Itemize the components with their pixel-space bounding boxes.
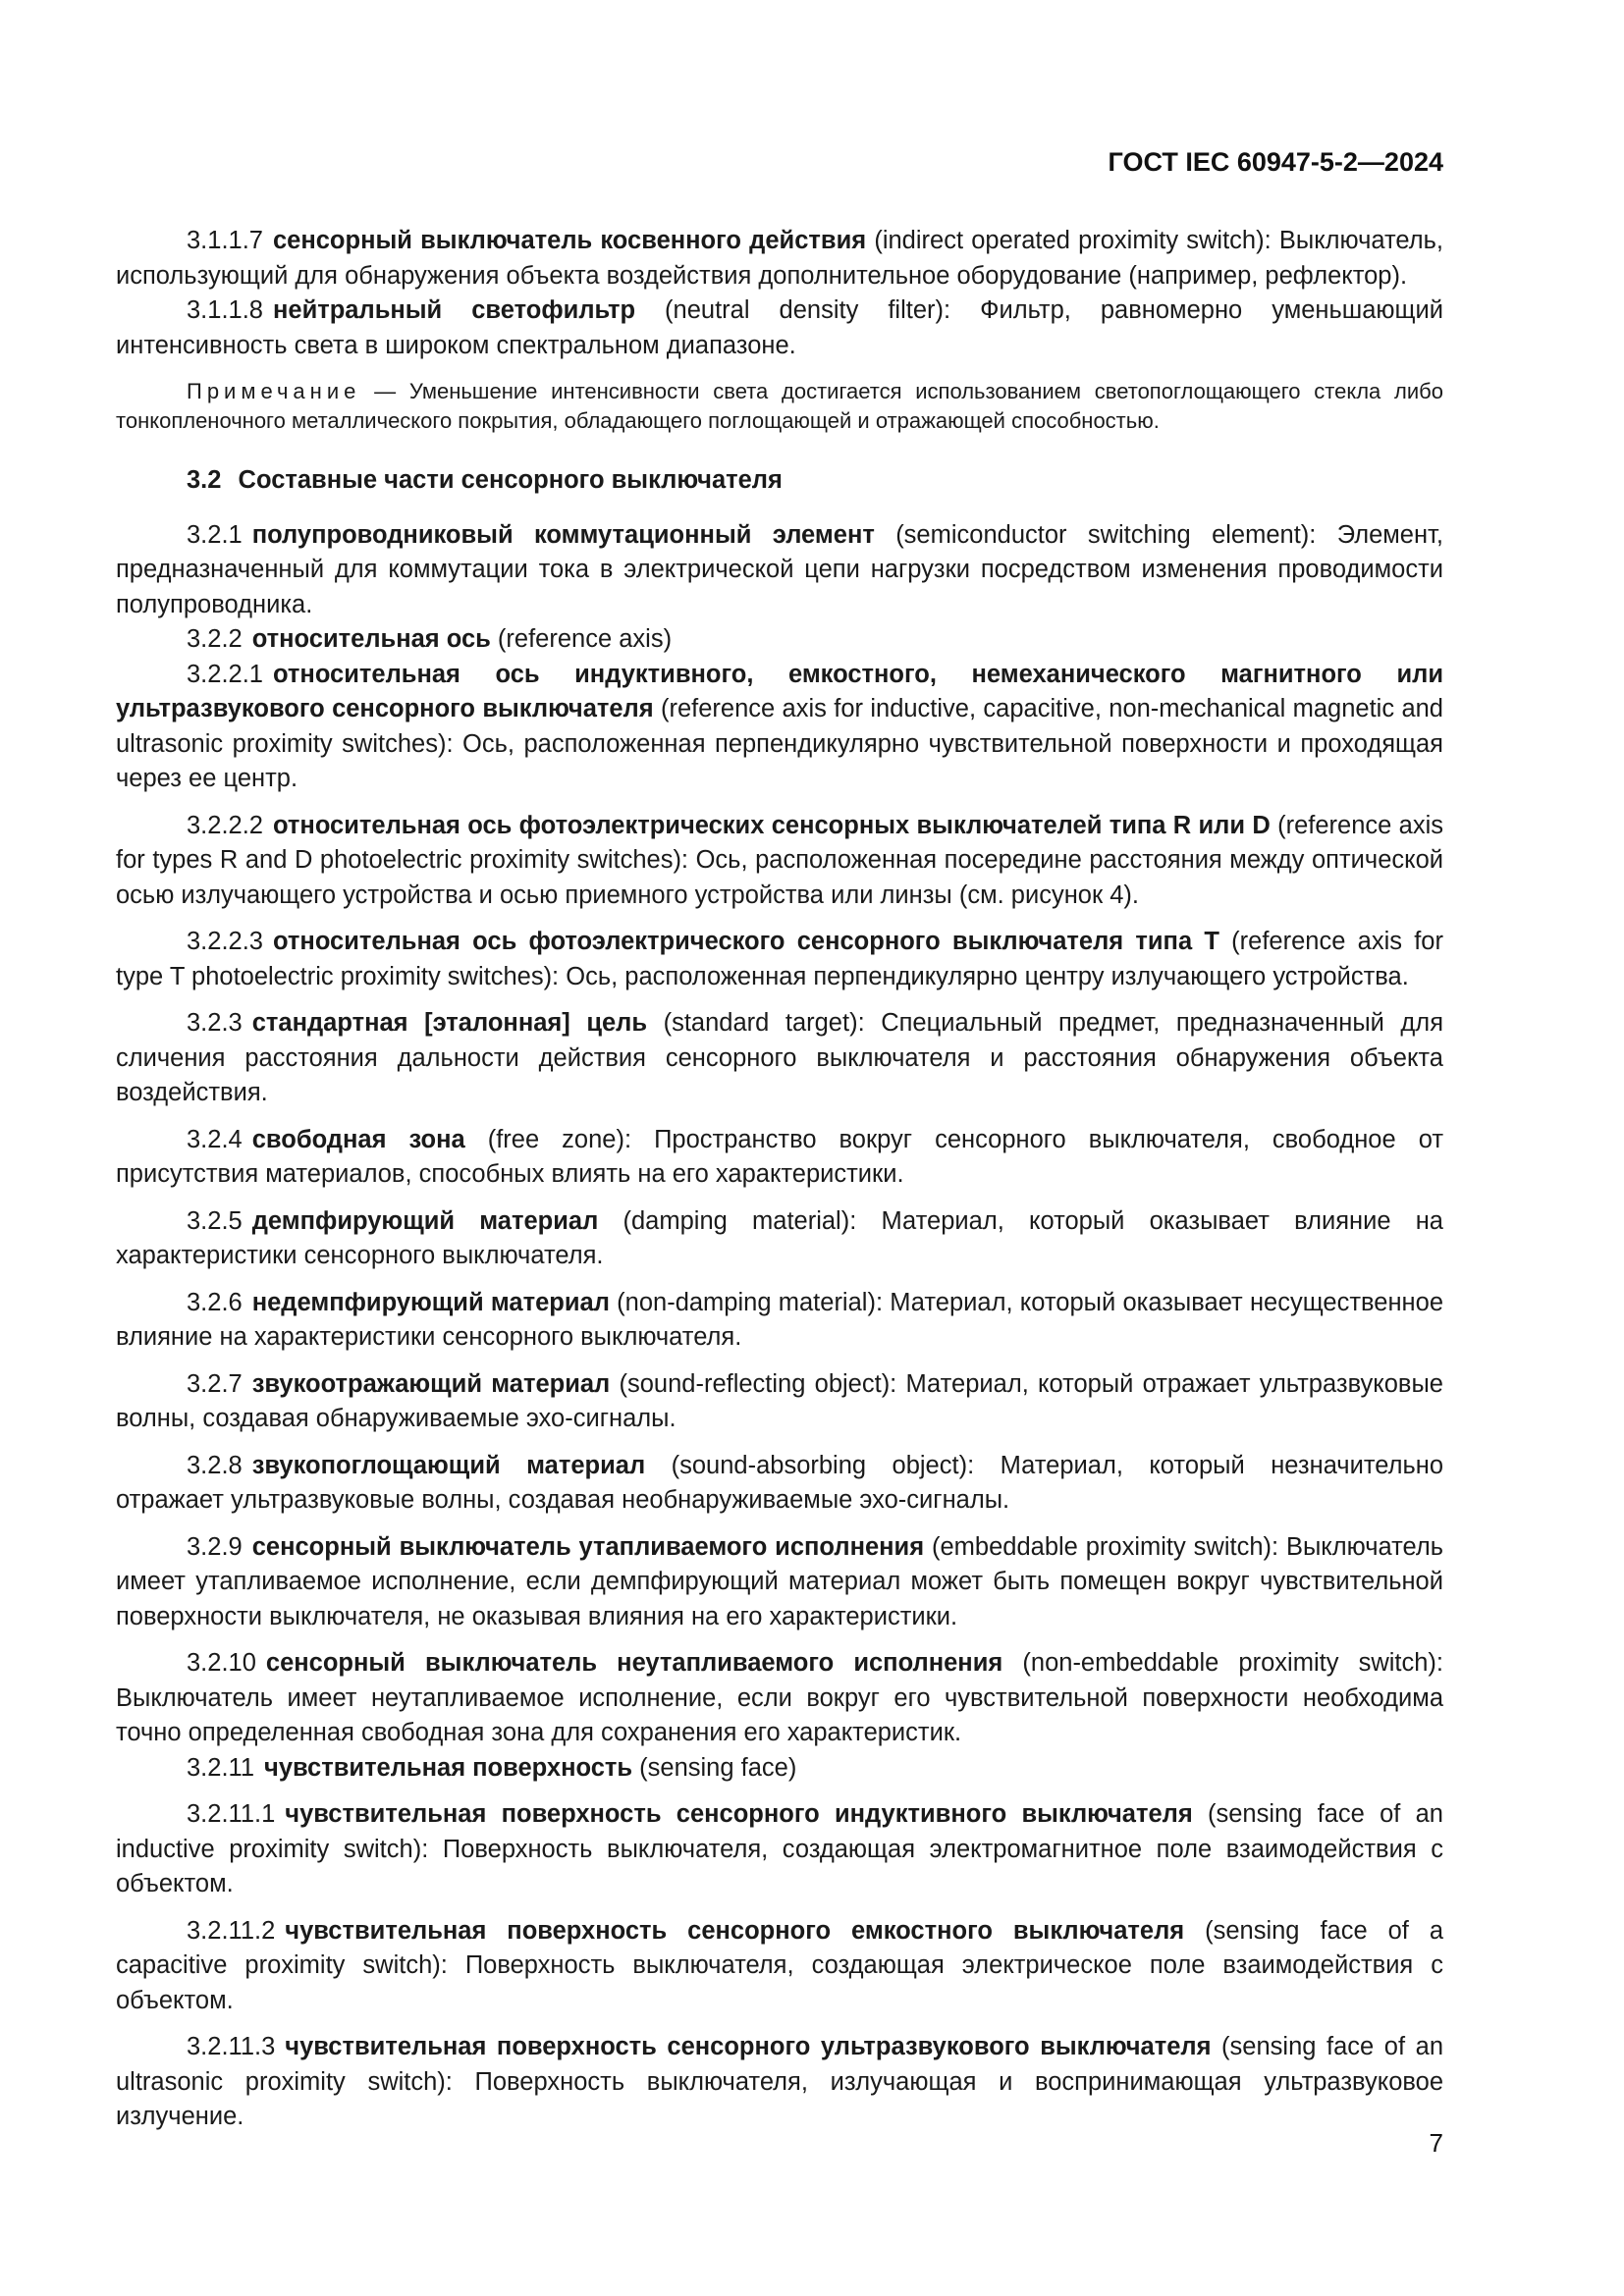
definition-number: 3.2.5 xyxy=(187,1206,243,1235)
definition-text: (reference axis for type T photoelectric proximity switches): Ось, расположенная перпендикулярно центру излучающего устройства. xyxy=(116,928,1443,990)
definition-entry xyxy=(116,1204,1443,1274)
definition-entry xyxy=(116,294,1443,363)
definition-number: 3.2.4 xyxy=(187,1125,243,1153)
definition-number: 3.2.2.3 xyxy=(187,928,263,955)
definition-term: сенсорный выключатель косвенного действия xyxy=(272,227,867,254)
page-number: 7 xyxy=(1429,2128,1443,2158)
definition-term: сенсорный выключатель утапливаемого исполнения xyxy=(251,1532,925,1561)
definition-entry xyxy=(116,2030,1443,2135)
definition-number: 3.2.2.2 xyxy=(187,811,263,839)
definition-entry xyxy=(116,224,1443,294)
definition-text: (sound-absorbing object): Материал, который незначительно отражает ультразвуковые волны, создавая необнаруживаемые эхо-сигналы. xyxy=(116,1451,1443,1514)
definition-text: (damping material): Материал, который оказывает влияние на характеристики сенсорного выключателя. xyxy=(116,1206,1443,1269)
definition-term: чувствительная поверхность сенсорного ультразвукового выключателя xyxy=(285,2033,1212,2060)
definition-entry xyxy=(116,1914,1443,2019)
definition-number: 3.1.1.7 xyxy=(187,227,263,254)
definition-text: (standard target): Специальный предмет, предназначенный для сличения расстояния дальности действия сенсорного выключателя и расстояния обнаружения объекта воздействия. xyxy=(116,1009,1443,1106)
definition-text: (sound-reflecting object): Материал, который отражает ультразвуковые волны, создавая обнаруживаемые эхо-сигналы. xyxy=(116,1369,1443,1432)
definition-entry xyxy=(116,1646,1443,1751)
definition-entry xyxy=(116,1367,1443,1437)
definition-entry xyxy=(116,1449,1443,1519)
note xyxy=(116,377,1443,436)
definition-term: недемпфирующий материал xyxy=(251,1288,610,1316)
definition-entry xyxy=(116,1530,1443,1635)
section-number: 3.2 xyxy=(187,466,222,494)
definition-entry xyxy=(116,1123,1443,1193)
section-title: Составные части сенсорного выключателя xyxy=(238,466,783,494)
definition-term: относительная ось индуктивного, емкостного, немеханического магнитного или ультразвукового сенсорного выключателя xyxy=(116,660,1443,722)
document-body xyxy=(116,224,1443,2135)
definition-text: (neutral density filter): Фильтр, равномерно уменьшающий интенсивность света в широком спектральном диапазоне. xyxy=(116,296,1444,359)
note-label: Примечание xyxy=(187,379,361,403)
definition-text: (sensing face of an inductive proximity switch): Поверхность выключателя, создающая электромагнитное поле взаимодействия с объектом. xyxy=(116,1800,1443,1897)
definition-term: нейтральный светофильтр xyxy=(272,296,636,324)
definition-text: (sensing face of a capacitive proximity switch): Поверхность выключателя, создающая электрическое поле взаимодействия с объектом. xyxy=(116,1916,1443,2014)
definition-term: чувствительная поверхность xyxy=(264,1753,633,1782)
definition-number: 3.2.8 xyxy=(187,1451,243,1479)
definition-entry xyxy=(116,925,1443,994)
definition-term: звукопоглощающий материал xyxy=(251,1451,646,1479)
note-text: — Уменьшение интенсивности света достигается использованием светопоглощающего стекла либо тонкопленочного металлического покрытия, обладающего поглощающей и отражающей способностью. xyxy=(116,379,1443,433)
definition-term: свободная зона xyxy=(251,1125,465,1153)
definition-text: (reference axis) xyxy=(490,625,673,653)
definition-number: 3.2.7 xyxy=(187,1369,243,1398)
definition-text: (semiconductor switching element): Элемент, предназначенный для коммутации тока в электрической цепи нагрузки посредством изменения проводимости полупроводника. xyxy=(116,520,1443,618)
definition-number: 3.2.6 xyxy=(187,1288,243,1316)
definition-term: относительная ось фотоэлектрического сенсорного выключателя типа T xyxy=(272,928,1219,955)
definition-text: (non-damping material): Материал, который оказывает несущественное влияние на характеристики сенсорного выключателя. xyxy=(116,1288,1443,1351)
definition-text: (indirect operated proximity switch): Выключатель, использующий для обнаружения объекта воздействия дополнительное оборудование (например, рефлектор). xyxy=(116,227,1443,290)
definition-term: чувствительная поверхность сенсорного емкостного выключателя xyxy=(285,1916,1185,1945)
definition-text: (sensing face of an ultrasonic proximity switch): Поверхность выключателя, излучающая и воспринимающая ультразвуковое излучение. xyxy=(116,2033,1443,2130)
definition-number: 3.1.1.8 xyxy=(187,296,263,324)
definition-entry xyxy=(116,622,1443,658)
definition-number: 3.2.11.1 xyxy=(187,1800,276,1828)
definition-entry xyxy=(116,1751,1443,1787)
definition-term: относительная ось xyxy=(251,625,491,653)
definition-term: чувствительная поверхность сенсорного индуктивного выключателя xyxy=(285,1800,1193,1828)
definition-entry xyxy=(116,1286,1443,1356)
definition-number: 3.2.11 xyxy=(187,1753,255,1782)
top-entries xyxy=(116,224,1443,363)
definition-term: относительная ось фотоэлектрических сенсорных выключателей типа R или D xyxy=(272,811,1271,839)
definition-number: 3.2.11.2 xyxy=(187,1916,276,1945)
section-heading xyxy=(116,463,1443,499)
definition-term: полупроводниковый коммутационный элемент xyxy=(251,520,875,549)
definition-text: (free zone): Пространство вокруг сенсорного выключателя, свободное от присутствия материалов, способных влиять на его характеристики. xyxy=(116,1125,1443,1188)
definition-entry xyxy=(116,518,1443,623)
definition-entry xyxy=(116,809,1443,914)
definition-text: (sensing face) xyxy=(632,1753,797,1782)
definition-number: 3.2.2 xyxy=(187,625,243,653)
definition-entry xyxy=(116,1797,1443,1902)
definition-term: стандартная [эталонная] цель xyxy=(251,1009,648,1037)
document-header: ГОСТ IEC 60947-5-2—2024 xyxy=(1108,147,1443,177)
definition-entry xyxy=(116,1006,1443,1111)
definition-text: (non-embeddable proximity switch): Выключатель имеет неутапливаемое исполнение, если вокруг его чувствительной поверхности необходима точно определенная свободная зона для сохранения его характеристик. xyxy=(116,1649,1443,1746)
definition-term: звукоотражающий материал xyxy=(251,1369,611,1398)
definition-number: 3.2.2.1 xyxy=(187,660,263,688)
definition-number: 3.2.11.3 xyxy=(187,2033,276,2060)
definition-text: (reference axis for inductive, capacitive, non-mechanical magnetic and ultrasonic proximity switches): Ось, расположенная перпендикулярно чувствительной поверхности и проходящая через ее центр. xyxy=(116,695,1443,792)
definition-entry xyxy=(116,658,1443,797)
definitions-list xyxy=(116,518,1443,2135)
definition-term: демпфирующий материал xyxy=(251,1206,599,1235)
definition-number: 3.2.9 xyxy=(187,1532,243,1561)
definition-number: 3.2.1 xyxy=(187,520,243,549)
definition-term: сенсорный выключатель неутапливаемого исполнения xyxy=(265,1649,1003,1677)
definition-text: (embeddable proximity switch): Выключатель имеет утапливаемое исполнение, если демпфирующий материал может быть помещен вокруг чувствительной поверхности выключателя, не оказывая влияния на его характеристики. xyxy=(116,1532,1443,1630)
definition-number: 3.2.3 xyxy=(187,1009,243,1037)
definition-text: (reference axis for types R and D photoelectric proximity switches): Ось, расположенная посередине расстояния между оптической осью излучающего устройства и осью приемного устройства или линзы (см. рисунок 4). xyxy=(116,811,1443,909)
definition-number: 3.2.10 xyxy=(187,1649,256,1677)
